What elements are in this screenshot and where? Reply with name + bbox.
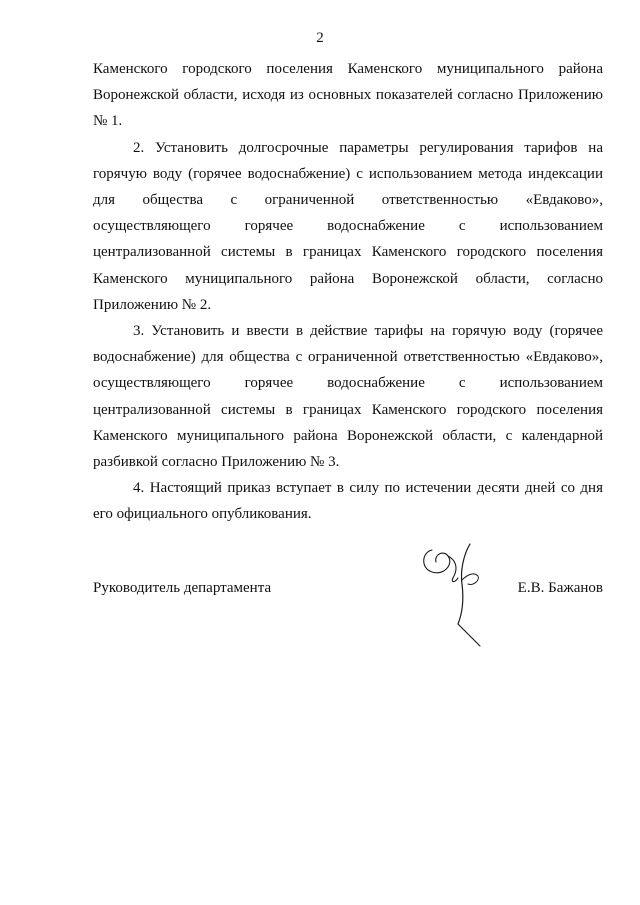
- signature-block: [93, 580, 603, 660]
- document-body: [93, 56, 603, 528]
- paragraph-continuation: Каменского городского поселения Каменского муниципального района Воронежской области, исходя из основных показателей согласно Приложению № 1.: [93, 61, 603, 130]
- paragraph-item-2: 2. Установить долгосрочные параметры регулирования тарифов на горячую воду (горячее водоснабжение) с использованием метода индексации для общества с ограниченной ответственностью «Евдаково», осуществляющего горячее водоснабжение с использованием централизованной системы в границах Каменского городского поселения Каменского муниципального района Воронежской области, согласно Приложению № 2.: [93, 139, 603, 313]
- paragraph-item-4: 4. Настоящий приказ вступает в силу по истечении десяти дней со дня его официального опубликования.: [93, 480, 603, 523]
- page-number: 2: [316, 30, 324, 46]
- signer-name: Е.В. Бажанов: [517, 580, 603, 596]
- signer-title: Руководитель департамента: [93, 580, 272, 596]
- paragraph-item-3: 3. Установить и ввести в действие тарифы на горячую воду (горячее водоснабжение) для общества с ограниченной ответственностью «Евдаково», осуществляющего горячее водоснабжение с использованием централизованной системы в границах Каменского городского поселения Каменского муниципального района Воронежской области, с календарной разбивкой согласно Приложению № 3.: [93, 323, 603, 471]
- handwritten-signature-icon: [418, 540, 498, 650]
